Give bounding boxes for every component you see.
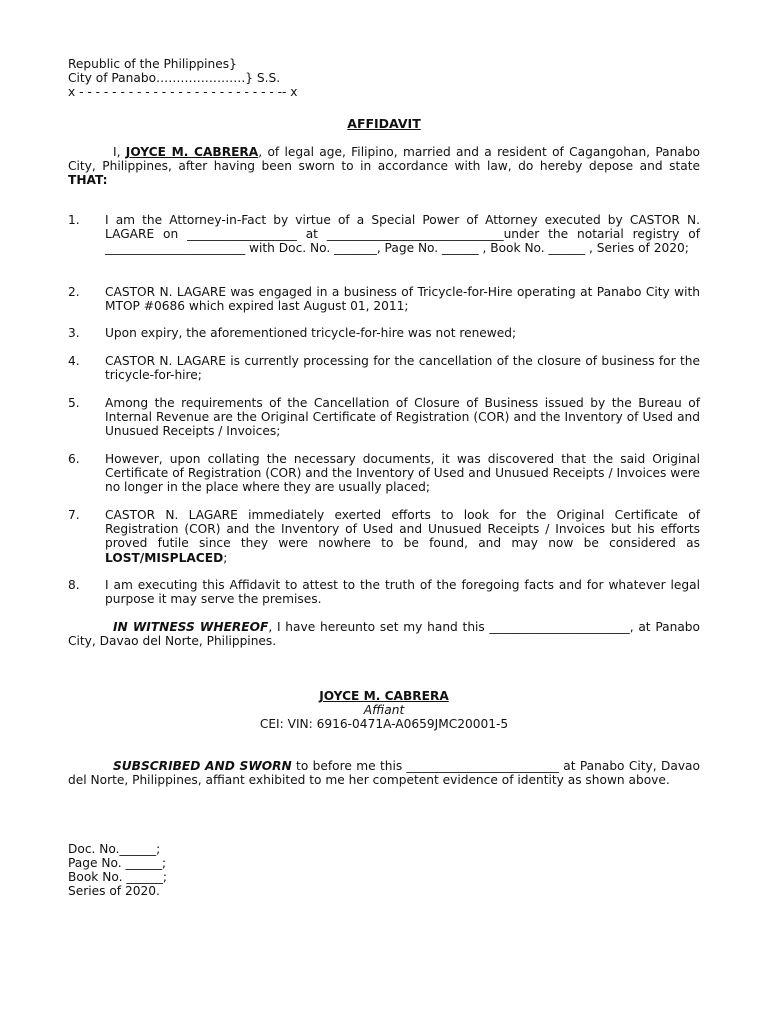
intro-pre: I, <box>113 145 126 159</box>
notary-doc-no: Doc. No.______; <box>68 842 161 856</box>
jurat-lead: SUBSCRIBED AND SWORN <box>113 759 292 773</box>
item-text: Among the requirements of the Cancellation of Closure of Business issued by the Bureau of Internal Revenue are the Original Certificate of Registration (COR) and the Inventory of Used and Unusued Receipts / Invoices; <box>105 396 700 439</box>
affiant-name: JOYCE M. CABRERA <box>125 145 259 159</box>
item-number: 8. <box>68 578 80 592</box>
item-text-tail: ; <box>223 550 228 565</box>
notary-series: Series of 2020. <box>68 884 160 898</box>
list-item <box>68 452 700 495</box>
intro-paragraph <box>68 145 700 188</box>
signature-block <box>0 689 768 731</box>
list-item <box>68 578 700 606</box>
list-item <box>68 285 700 313</box>
list-item <box>68 508 700 565</box>
list-item <box>68 326 700 340</box>
item-number: 6. <box>68 452 80 466</box>
document-title: AFFIDAVIT <box>347 116 421 131</box>
notary-book-no: Book No. ______; <box>68 870 167 884</box>
item-number: 5. <box>68 396 80 410</box>
venue-header <box>68 57 298 99</box>
item-text: CASTOR N. LAGARE is currently processing for the cancellation of the closure of business for the tricycle-for-hire; <box>105 354 700 383</box>
notary-page-no: Page No. ______; <box>68 856 167 870</box>
intro-post: , of legal age, Filipino, married and a resident of Cagangohan, Panabo City, Philippines, after having been sworn to in accordance with law, do hereby depose and state <box>68 145 701 174</box>
item-number: 4. <box>68 354 80 368</box>
list-item <box>68 354 700 382</box>
jurat-paragraph <box>68 759 700 787</box>
header-divider: x - - - - - - - - - - - - - - - - - - - - - - - - -- x <box>68 85 298 99</box>
notarial-register <box>68 842 167 898</box>
witness-lead: IN WITNESS WHEREOF <box>113 620 269 634</box>
signature-role: Affiant <box>363 703 405 717</box>
item-text: Upon expiry, the aforementioned tricycle-for-hire was not renewed; <box>105 326 517 340</box>
item-number: 7. <box>68 508 80 522</box>
signature-name: JOYCE M. CABRERA <box>319 689 449 703</box>
item-text: I am executing this Affidavit to attest to the truth of the foregoing facts and for whatever legal purpose it may serve the premises. <box>105 578 700 607</box>
header-city: City of Panabo………………….} S.S. <box>68 71 281 85</box>
item-number: 1. <box>68 213 80 227</box>
item-text: CASTOR N. LAGARE was engaged in a business of Tricycle-for-Hire operating at Panabo City with MTOP #0686 which expired last August 01, 2011; <box>105 285 700 314</box>
intro-that: THAT: <box>68 173 108 188</box>
item-number: 2. <box>68 285 80 299</box>
list-item <box>68 213 700 256</box>
item-number: 3. <box>68 326 80 340</box>
witness-paragraph <box>68 620 700 648</box>
lost-misplaced-label: LOST/MISPLACED <box>105 550 224 565</box>
jurat-text: to before me this _________________________ at Panabo City, Davao del Norte, Philippines, affiant exhibited to me her competent evidence of identity as shown above. <box>68 759 700 788</box>
item-text: I am the Attorney-in-Fact by virtue of a Special Power of Attorney executed by CASTOR N. LAGARE on __________________ at _____________________________under the notarial registry of _______________________ with Doc. No. _______, Page No. ______ , Book No. ______ , Series of 2020; <box>105 213 700 256</box>
witness-text: , I have hereunto set my hand this _______________________, at Panabo City, Davao del Norte, Philippines. <box>68 620 701 649</box>
list-item <box>68 396 700 439</box>
item-text <box>105 508 700 565</box>
item-text: However, upon collating the necessary documents, it was discovered that the said Original Certificate of Registration (COR) and the Inventory of Used and Unusued Receipts / Invoices were no longer in the place where they are usually placed; <box>105 452 700 495</box>
signature-id: CEI: VIN: 6916-0471A-A0659JMC20001-5 <box>259 717 509 731</box>
header-republic: Republic of the Philippines} <box>68 57 237 71</box>
item-text-body: CASTOR N. LAGARE immediately exerted efforts to look for the Original Certificate of Registration (COR) and the Inventory of Used and Unusued Receipts / Invoices but his efforts proved futile since they were nowhere to be found, and may now be considered as <box>105 508 700 551</box>
